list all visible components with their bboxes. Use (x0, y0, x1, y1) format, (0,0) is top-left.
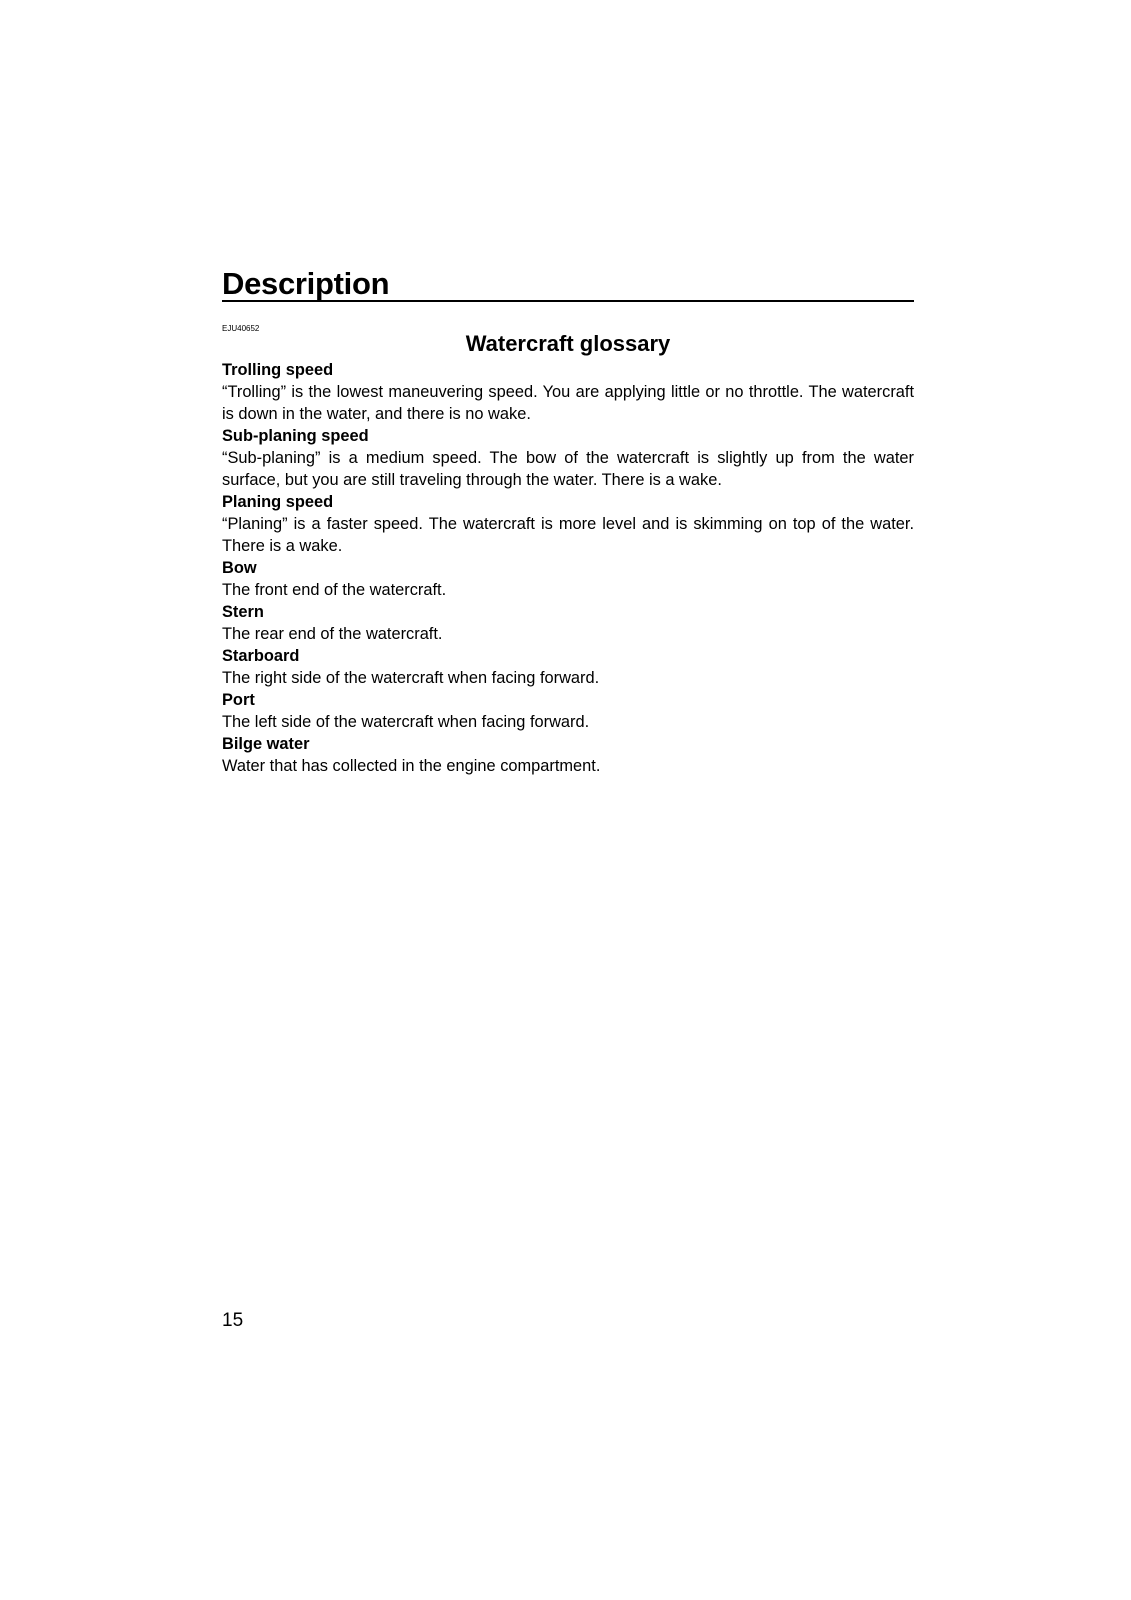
page-number: 15 (222, 1310, 244, 1331)
glossary-term: Bilge water (222, 735, 310, 753)
page-header (222, 262, 914, 302)
glossary-entry-stern (222, 601, 914, 645)
glossary-entry-port (222, 689, 914, 733)
glossary-definition: “Trolling” is the lowest maneuvering speed. You are applying little or no throttle. The watercraft is down in the water, and there is no wake. (222, 383, 914, 423)
glossary-list (222, 359, 914, 777)
document-code: EJU40652 (222, 324, 260, 333)
section-title: Watercraft glossary (465, 331, 671, 356)
glossary-definition: Water that has collected in the engine compartment. (222, 757, 601, 775)
glossary-term: Port (222, 691, 255, 709)
page-title: Description (222, 266, 390, 301)
glossary-entry-bow (222, 557, 914, 601)
glossary-definition: “Sub-planing” is a medium speed. The bow of the watercraft is slightly up from the water surface, but you are still traveling through the water. There is a wake. (222, 449, 914, 489)
glossary-term: Stern (222, 603, 264, 621)
glossary-term: Starboard (222, 647, 300, 665)
glossary-definition: The left side of the watercraft when facing forward. (222, 713, 590, 731)
glossary-definition: The rear end of the watercraft. (222, 625, 443, 643)
glossary-entry-bilge-water (222, 733, 914, 777)
glossary-entry-starboard (222, 645, 914, 689)
glossary-term: Bow (222, 559, 257, 577)
glossary-definition: The front end of the watercraft. (222, 581, 447, 599)
glossary-term: Planing speed (222, 493, 334, 511)
glossary-definition: “Planing” is a faster speed. The watercraft is more level and is skimming on top of the water. There is a wake. (222, 515, 914, 555)
glossary-entry-trolling-speed (222, 359, 914, 425)
glossary-definition: The right side of the watercraft when facing forward. (222, 669, 600, 687)
glossary-term: Sub-planing speed (222, 427, 369, 445)
glossary-entry-sub-planing-speed (222, 425, 914, 491)
glossary-entry-planing-speed (222, 491, 914, 557)
glossary-term: Trolling speed (222, 361, 334, 379)
